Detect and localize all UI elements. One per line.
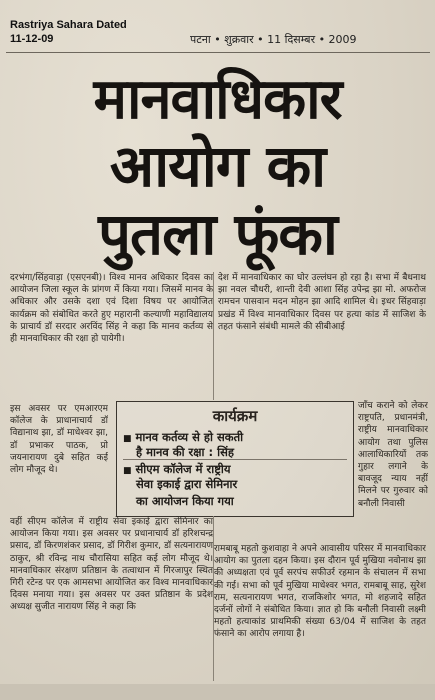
- highlight-item-2-line-1: ■ सीएम कॉलेज में राष्ट्रीय: [123, 462, 231, 476]
- headline-line-2: आयोग का: [109, 132, 326, 200]
- highlight-box-rule: [123, 459, 347, 460]
- column-divider: [213, 516, 214, 681]
- headline-line-3: पुतला फूंका: [98, 200, 337, 268]
- highlight-item-1-line-2: है मानव की रक्षा : सिंह: [136, 445, 234, 459]
- highlight-box: [116, 401, 354, 517]
- headline-line-1: मानवाधिकार: [93, 67, 342, 132]
- bullet-icon: ■: [123, 434, 132, 444]
- column-divider: [213, 272, 214, 400]
- article-text-left-top: दरभंगा/सिंहवाड़ा (एसएनबी)। विश्व मानव अधिकार दिवस का आयोजन जिला स्कूल के प्रांगण में किया गया। जिसमें मानव के अधिकार और उसके दशा एवं दिशा विषय पर आयोजित कार्यक्रम को संबोधित करते हुए महारानी कल्याणी महाविद्यालय के प्राचार्य डॉ सरदार अरविंद सिंह ने कहा कि मानव कर्तव्य से ही मानवाधिकार की रक्षा हो पायेगी।: [10, 273, 213, 345]
- highlight-item-2-line-3: का आयोजन किया गया: [136, 494, 234, 508]
- article-text-right-top: देश में मानवाधिकार का घोर उल्लंघन हो रहा है। सभा में बैधनाथ झा नवल चौधरी, शान्ती देवी आशा सिंह उपेन्द्र झा मो. अफरोज रामचन पासवान मदन मोहन झा आदि शामिल थे। इधर सिंहवाड़ा प्रखंड में विश्व मानवाधिकार दिवस पर हत्या कांड में साजिश के तहत फंसाने संबंधी मामले की सीबीआई: [218, 273, 426, 332]
- article-text-right-bottom: रामबाबू महतो कुशवाहा ने अपने आवासीय परिसर में मानवाधिकार आयोग का पुतला दहन किया। इस दौरान पूर्व मुखिया नवोनाथ झा की अध्यक्षता एवं पूर्व सरपंच सफीउर्र रहमान के संचालन में सभा की गई। सभा को पूर्व मुखिया माधेश्वर भगत, रामबाबू साह, सुरेश राम, सत्यनारायण भगत, राजकिशोर भगत, मो शहजादे सहित दर्जनों लोगों ने संबोधित किया। ज्ञात हो कि बनौली निवासी लक्ष्मी महतो हत्याकांड प्राथमिकी संख्या 63/04 में साजिश के तहत फंसाने का आरोप लगाया है।: [214, 544, 426, 640]
- caption-source: Rastriya Sahara Dated: [10, 19, 127, 31]
- article-text-right-mid: जाँच कराने को लेकर राष्ट्रपति, प्रधानमंत्री, राष्ट्रीय मानवाधिकार आयोग तथा पुलिस आलाधिकारियों तक गुहार लगाने के बावजूद न्याय नहीं मिलने पर गुरुवार को बनौली निवासी: [358, 401, 428, 509]
- highlight-box-title: कार्यक्रम: [212, 407, 258, 425]
- highlight-item-2-line-2: सेवा इकाई द्वारा सेमिनार: [136, 477, 238, 491]
- article-text-left-mid: इस अवसर पर एमआरएम कॉलेज के प्राधानाचार्य डॉ विद्यानाथ झा, डॉ माधेश्वर झा, डॉ प्रभाकर पाठक, प्रो जयनारायण दुबे सहित कई लोग मौजूद थे।: [10, 404, 108, 476]
- article-text-left-bottom: वहीं सीएम कॉलेज में राष्ट्रीय सेवा इकाई द्वारा सेमिनार का आयोजन किया गया। इस अवसर पर प्रधानाचार्य डॉ हरिशचन्द्र प्रसाद, डॉ किरणशंकर प्रसाद, डॉ गिरीश कुमार, डॉ सत्यनारायण ठाकुर, श्री रविन्द्र नाथ चौरासिया सहित कई लोग मौजूद थे। मानवाधिकार संरक्षण प्रतिष्ठान के तत्वाधान में गिरजापुर स्थित गिरी रटेन्ड पर एक आमसभा आयोजित कर विश्व मानवाधिकार दिवस मनाया गया। इस अवसर पर उक्त प्रतिष्ठान के प्रदेश अध्यक्ष सुजीत नारायण सिंह ने कहा कि: [10, 517, 213, 613]
- masthead-rule: [6, 52, 430, 53]
- highlight-item-1-line-1: ■ मानव कर्तव्य से हो सकती: [123, 430, 244, 444]
- masthead-dateline: पटना • शुक्रवार • 11 दिसम्बर • 2009: [190, 33, 357, 46]
- caption-date: 11-12-09: [10, 33, 54, 45]
- page-bottom-strip: [0, 684, 435, 700]
- bullet-icon: ■: [123, 466, 132, 476]
- clipping-caption: [10, 18, 160, 46]
